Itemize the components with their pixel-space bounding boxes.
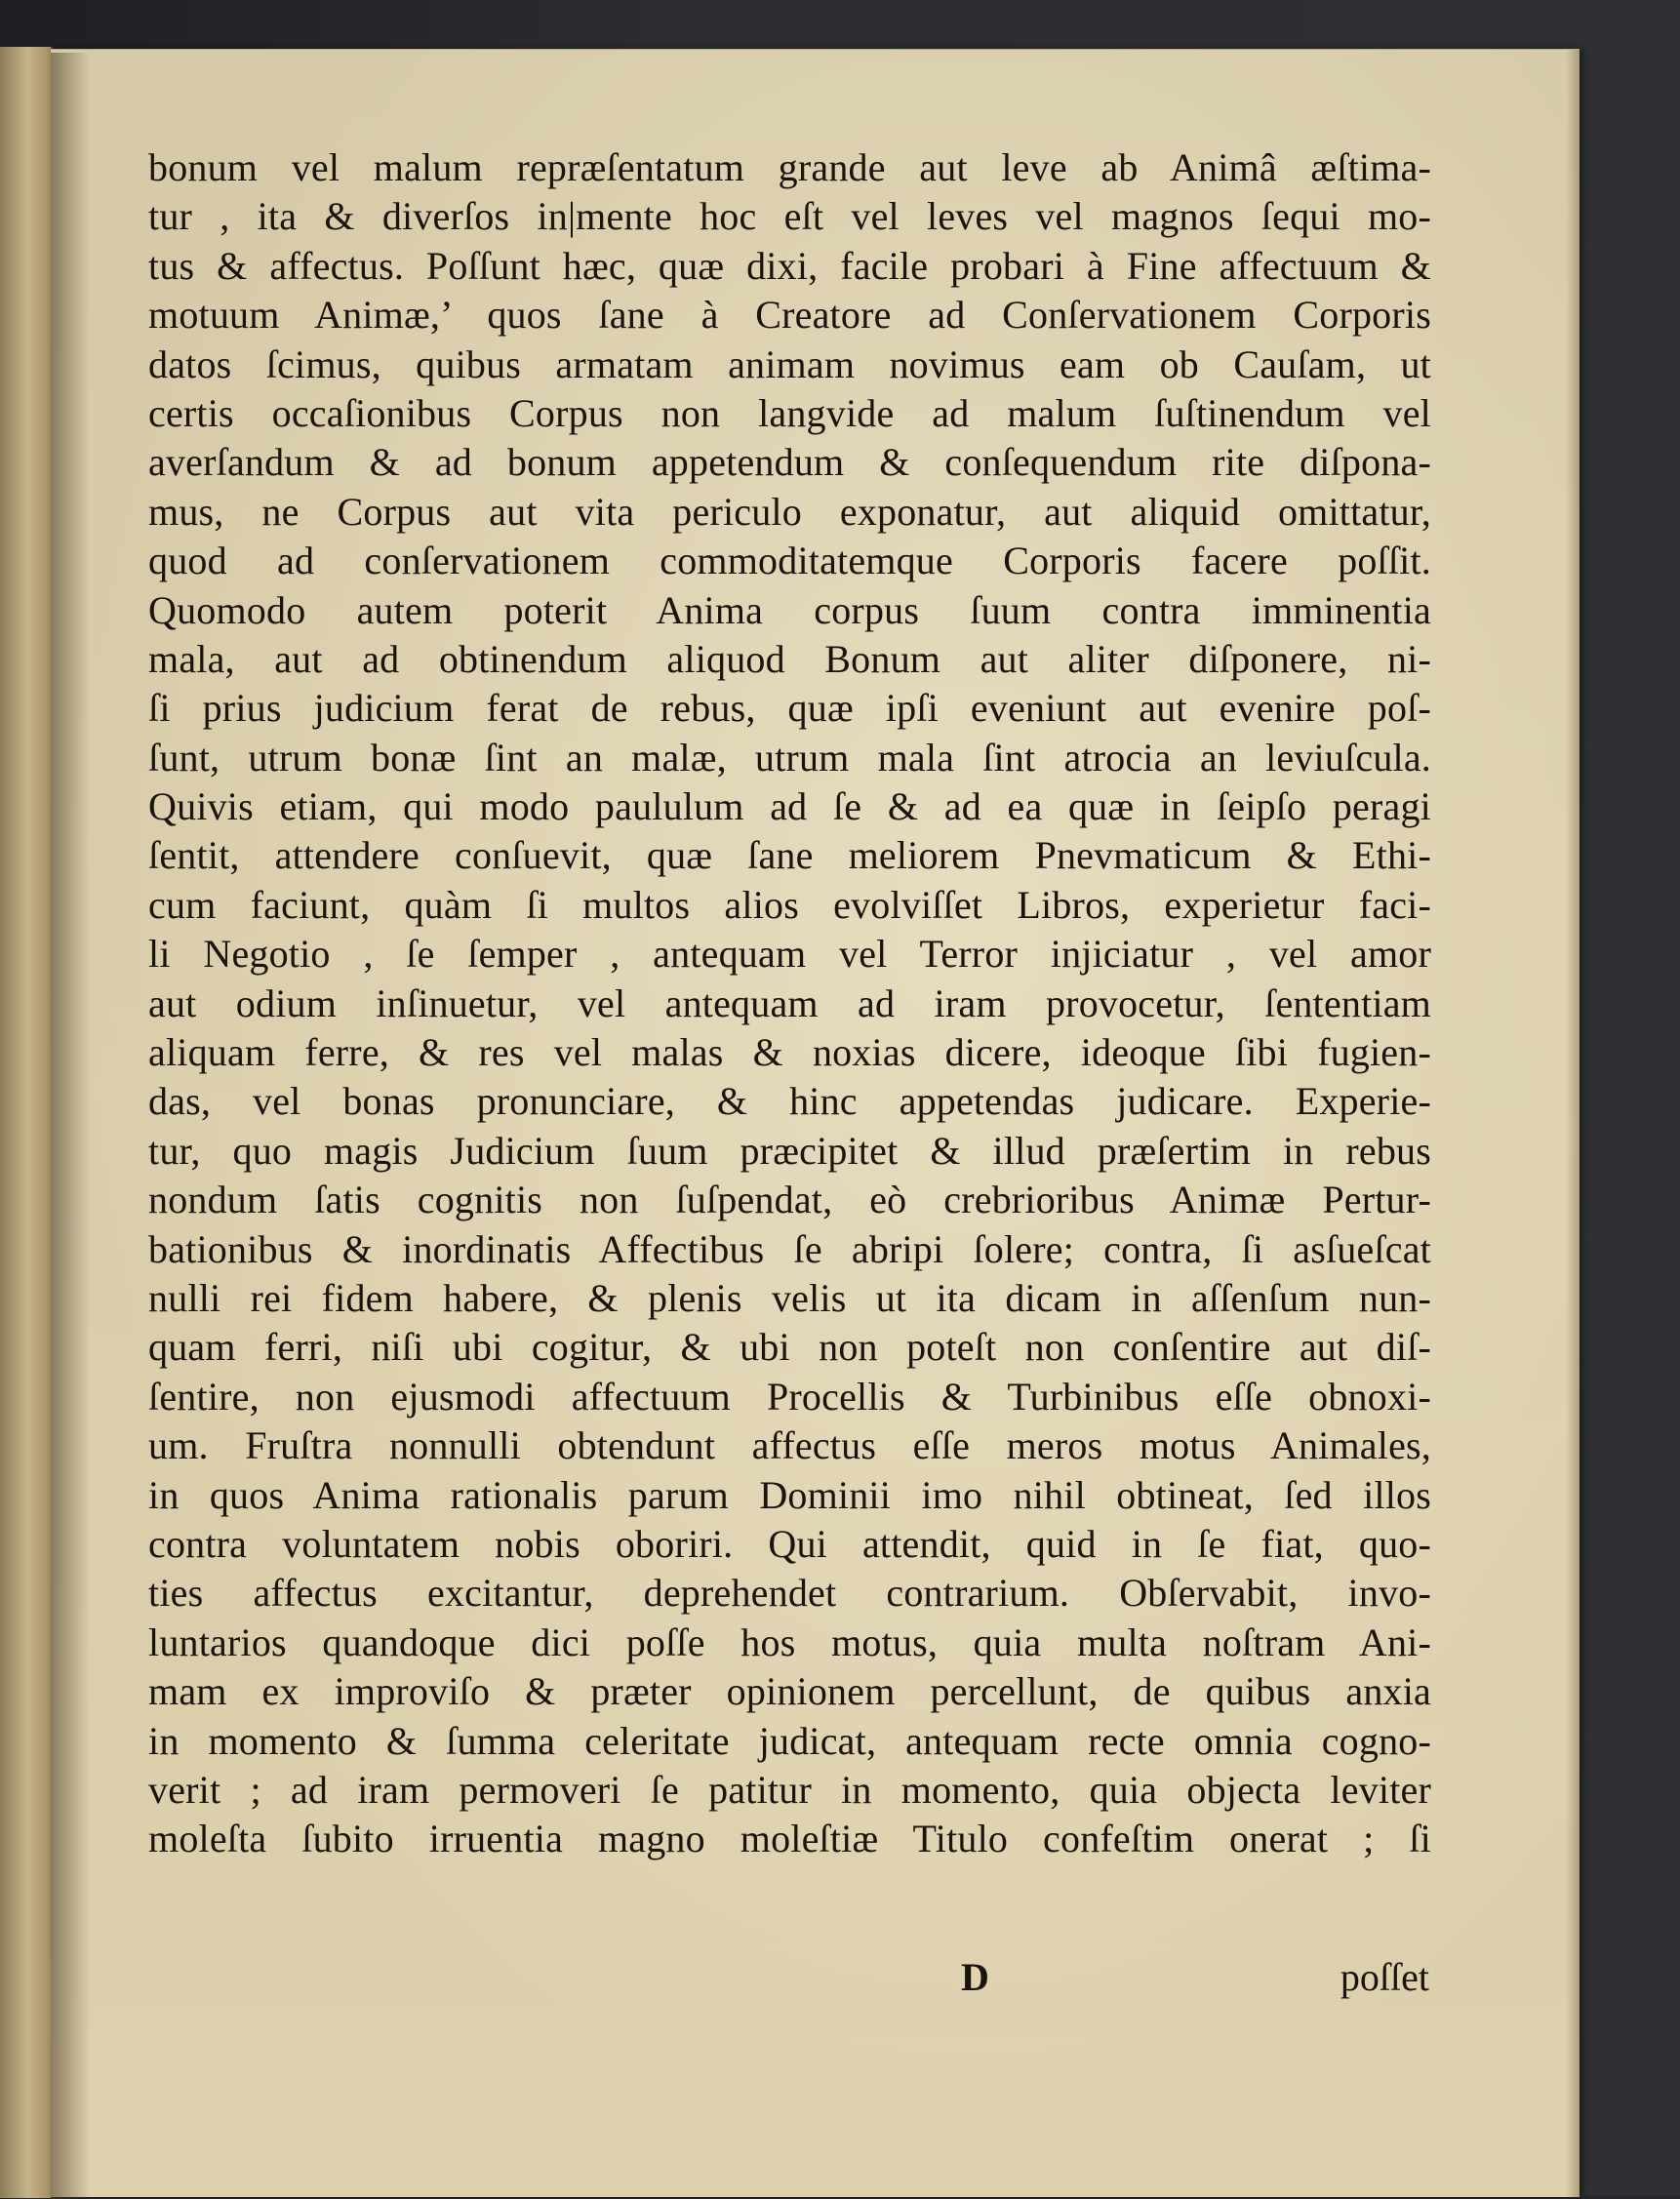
text-line: cum faciunt, quàm ſi multos alios evolviſſet Libros, experietur faci- <box>148 882 1431 927</box>
text-line: quam ferri, niſi ubi cogitur, & ubi non poteſt non conſentire aut diſ- <box>148 1325 1431 1370</box>
signature-mark: D <box>961 1955 989 1999</box>
text-line: bationibus & inordinatis Affectibus ſe abripi ſolere; contra, ſi asſueſcat <box>148 1226 1431 1271</box>
text-line: li Negotio , ſe ſemper , antequam vel Terror injiciatur , vel amor <box>148 932 1431 977</box>
book-page <box>51 49 1580 2197</box>
body-text <box>148 143 1431 1958</box>
text-line: ſunt, utrum bonæ ſint an malæ, utrum mala ſint atrocia an leviuſcula. <box>148 735 1431 780</box>
text-line: tus & affectus. Poſſunt hæc, quæ dixi, facile probari à Fine affectuum & <box>148 243 1431 288</box>
gutter-shadow <box>51 53 90 2199</box>
text-line: Quivis etiam, qui modo paululum ad ſe & ad ea quæ in ſeipſo peragi <box>148 784 1431 829</box>
text-line: tur , ita & diverſos in|mente hoc eſt vel leves vel magnos ſequi mo- <box>148 194 1431 239</box>
text-line: ſi prius judicium ferat de rebus, quæ ipſi eveniunt aut evenire poſ- <box>148 686 1431 731</box>
text-line: aliquam ferre, & res vel malas & noxias dicere, ideoque ſibi fugien- <box>148 1030 1431 1075</box>
text-line: ſentire, non ejusmodi affectuum Procellis & Turbinibus eſſe obnoxi- <box>148 1374 1431 1419</box>
text-line: moleſta ſubito irruentia magno moleſtiæ Titulo confeſtim onerat ; ſi <box>148 1817 1431 1861</box>
facing-page-edge <box>0 47 53 2198</box>
text-line: motuum Animæ,’ quos ſane à Creatore ad Conſervationem Corporis <box>148 293 1431 338</box>
text-line: in momento & ſumma celeritate judicat, antequam recte omnia cogno- <box>148 1718 1431 1763</box>
text-line: certis occaſionibus Corpus non langvide ad malum ſuſtinendum vel <box>148 390 1431 435</box>
text-line: verit ; ad iram permoveri ſe patitur in momento, quia objecta leviter <box>148 1767 1431 1812</box>
text-line: quod ad conſervationem commoditatemque Corporis facere poſſit. <box>148 539 1431 583</box>
text-line: um. Fruſtra nonnulli obtendunt affectus eſſe meros motus Animales, <box>148 1423 1431 1468</box>
text-line: aut odium inſinuetur, vel antequam ad iram provocetur, ſententiam <box>148 980 1431 1025</box>
text-line: mala, aut ad obtinendum aliquod Bonum aut aliter diſponere, ni- <box>148 636 1431 681</box>
text-line: das, vel bonas pronunciare, & hinc appetendas judicare. Experie- <box>148 1079 1431 1124</box>
text-line: tur, quo magis Judicium ſuum præcipitet & illud præſertim in rebus <box>148 1128 1431 1173</box>
text-line: Quomodo autem poterit Anima corpus ſuum contra imminentia <box>148 587 1431 632</box>
text-line: ſentit, attendere conſuevit, quæ ſane meliorem Pnevmaticum & Ethi- <box>148 833 1431 878</box>
page-footer <box>148 1954 1431 2005</box>
page-edge-shading <box>1566 50 1580 2197</box>
text-line: mus, ne Corpus aut vita periculo exponatur, aut aliquid omittatur, <box>148 489 1431 534</box>
text-line: mam ex improviſo & præter opinionem percellunt, de quibus anxia <box>148 1669 1431 1714</box>
text-line: ties affectus excitantur, deprehendet contrarium. Obſervabit, invo- <box>148 1571 1431 1616</box>
catchword: poſſet <box>1340 1955 1429 1999</box>
text-line: contra voluntatem nobis oboriri. Qui attendit, quid in ſe fiat, quo- <box>148 1521 1431 1566</box>
text-line: averſandum & ad bonum appetendum & conſequendum rite diſpona- <box>148 440 1431 485</box>
text-line: bonum vel malum repræſentatum grande aut leve ab Animâ æſtima- <box>148 145 1431 189</box>
text-line: nulli rei fidem habere, & plenis velis ut ita dicam in aſſenſum nun- <box>148 1275 1431 1320</box>
text-line: datos ſcimus, quibus armatam animam novimus eam ob Cauſam, ut <box>148 341 1431 386</box>
text-line: luntarios quandoque dici poſſe hos motus, quia multa noſtram Ani- <box>148 1619 1431 1664</box>
text-line: in quos Anima rationalis parum Dominii imo nihil obtineat, ſed illos <box>148 1472 1431 1517</box>
text-line: nondum ſatis cognitis non ſuſpendat, eò crebrioribus Animæ Pertur- <box>148 1178 1431 1222</box>
